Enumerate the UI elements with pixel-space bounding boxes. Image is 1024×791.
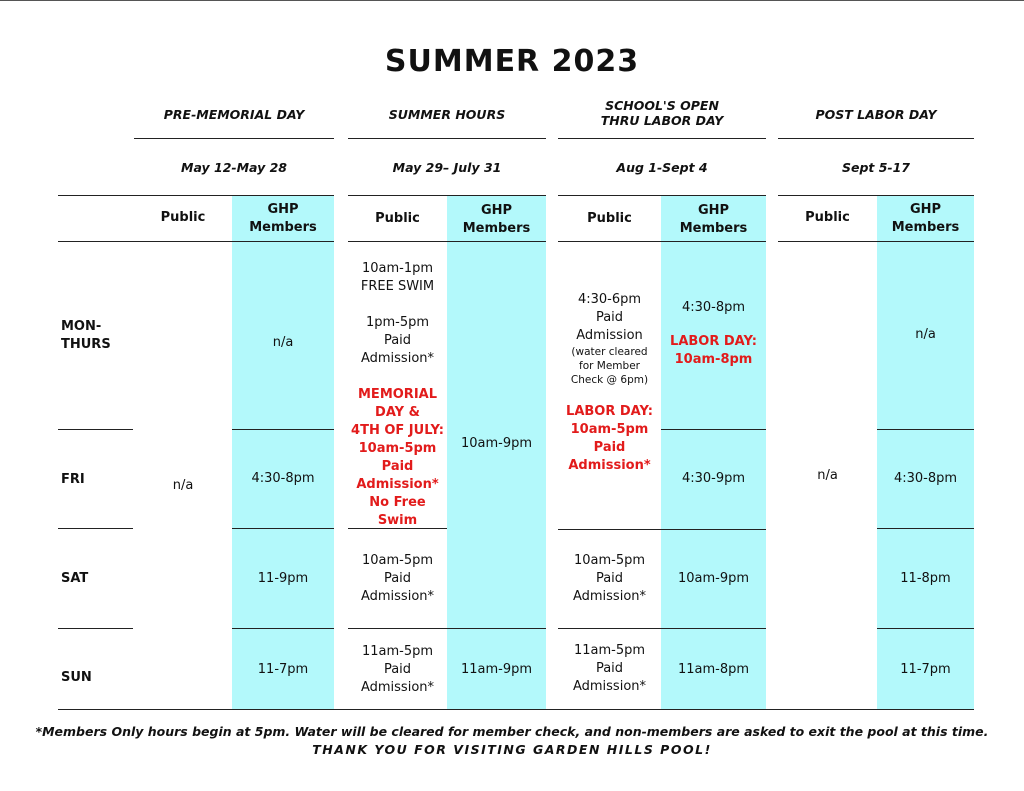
divider [348,241,546,242]
members-column-schools-open [661,196,766,710]
summer-members-mon-sat: 10am-9pm [460,436,533,451]
members-column-summer-hours [447,196,546,710]
cell-line: Paid [595,571,624,586]
cell-line: Paid [381,459,414,474]
post-members-fri: 4:30-8pm [893,471,958,486]
day-label-line2: THURS [61,337,111,352]
members-header-line2: Members [891,220,960,235]
cell-line: LABOR DAY: [670,334,757,349]
cell-line: 11am-5pm [573,643,646,658]
pre-members-fri: 4:30-8pm [251,471,315,486]
row-divider [877,429,974,430]
summer-public-mon-fri [348,260,447,530]
row-divider [58,429,133,430]
labor-day-note [558,403,661,475]
cell-line: Paid [595,310,624,325]
divider [348,138,546,139]
day-label-mon-thurs [61,318,111,354]
row-divider [877,628,974,629]
top-border [0,0,1024,1]
date-range-schools-open: Aug 1-Sept 4 [616,160,708,175]
row-divider [558,529,766,530]
cell-line: No Free Swim [369,495,426,528]
cell-line: Admission* [360,589,435,604]
cell-line: Admission [576,328,643,343]
row-divider [58,528,133,529]
cell-line: Paid [593,440,626,455]
members-header-line2: Members [462,221,531,236]
pre-members-sat: 11-9pm [257,571,309,586]
cell-line: 1pm-5pm [365,315,430,330]
post-public-all-days: n/a [817,468,838,483]
row-divider [232,528,334,529]
cell-line: Paid [595,661,624,676]
row-divider [348,628,546,629]
cell-line: LABOR DAY: [566,404,653,419]
cell-line: DAY & [375,405,420,420]
cell-line: Admission* [572,589,647,604]
school-members-mon-thurs [661,299,766,369]
cell-line: 11am-5pm [361,644,434,659]
cell-line: Paid [383,571,412,586]
divider [778,138,974,139]
column-header-public: Public [587,211,632,226]
section-heading-line2: THRU LABOR DAY [600,113,724,128]
divider [134,138,334,139]
members-header-line1: GHP [697,203,730,218]
post-members-mon-thurs: n/a [915,327,936,342]
school-public-mon-fri [558,291,661,475]
pre-public-all-days: n/a [172,478,194,493]
row-divider [877,528,974,529]
cell-line: 10am-5pm [573,553,646,568]
column-header-members [877,201,974,237]
column-header-members [447,202,546,238]
row-divider [558,628,766,629]
section-heading-post-labor: POST LABOR DAY [815,107,937,122]
cell-line: 10am-5pm [570,422,649,437]
summer-public-sat [348,552,447,606]
cell-line: Admission* [356,477,439,492]
cell-line: 4:30-8pm [681,300,746,315]
cell-line: Admission* [360,351,435,366]
members-header-line1: GHP [480,203,513,218]
cell-line: for Member [579,360,640,372]
column-header-public: Public [160,210,206,225]
divider [558,138,766,139]
memorial-day-note [348,386,447,530]
date-range-summer-hours: May 29– July 31 [392,160,502,175]
cell-line: Admission* [568,458,651,473]
post-members-sat: 11-8pm [900,571,951,586]
cell-line: 10am-1pm [361,261,434,276]
row-divider [661,429,766,430]
column-header-public: Public [375,211,420,226]
members-header-line2: Members [249,220,317,235]
column-header-members [661,202,766,238]
day-label-sun: SUN [61,670,92,685]
day-label-line1: MON- [61,319,102,334]
school-members-fri: 4:30-9pm [681,471,746,486]
section-heading-pre-memorial: PRE-MEMORIAL DAY [163,107,305,122]
pre-members-mon-thurs: n/a [272,335,294,350]
members-header-line1: GHP [909,202,942,217]
school-public-sun [558,642,661,696]
cell-line: Paid [383,662,412,677]
column-header-members [232,201,334,237]
footer-note: *Members Only hours begin at 5pm. Water will be cleared for member check, and non-members are asked to exit the pool at this time. [35,724,989,739]
cell-line: FREE SWIM [360,279,435,294]
cell-line: 4:30-6pm [577,292,642,307]
members-column-post-labor [877,196,974,710]
labor-day-members-note [661,333,766,369]
members-header-line2: Members [679,221,748,236]
school-public-sat [558,552,661,606]
row-divider [232,628,334,629]
day-label-sat: SAT [61,571,89,586]
column-header-public: Public [805,210,850,225]
members-column-pre-memorial [232,196,334,710]
divider [58,241,334,242]
divider [558,241,766,242]
cell-line: (water cleared [571,346,648,358]
date-range-pre-memorial: May 12-May 28 [181,160,287,175]
cell-line: Admission* [360,680,435,695]
cell-line: Admission* [572,679,647,694]
school-members-sat: 10am-9pm [677,571,750,586]
page-title: SUMMER 2023 [384,44,640,79]
row-divider [58,628,133,629]
cell-line: Check @ 6pm) [570,374,649,386]
footer-thanks: THANK YOU FOR VISITING GARDEN HILLS POOL! [312,742,712,757]
summer-members-sun: 11am-9pm [460,662,533,677]
section-heading-summer-hours: SUMMER HOURS [388,107,506,122]
members-header-line1: GHP [267,202,299,217]
school-members-sun: 11am-8pm [677,662,750,677]
section-heading-schools-open [558,98,766,128]
cell-line: 10am-8pm [674,352,753,367]
row-divider [232,429,334,430]
section-heading-line1: SCHOOL'S OPEN [605,98,719,113]
cell-line: Paid [383,333,412,348]
pre-members-sun: 11-7pm [257,662,309,677]
cell-line: MEMORIAL [358,387,437,402]
cell-line: 10am-5pm [361,553,434,568]
table-bottom-border [58,709,974,710]
post-members-sun: 11-7pm [900,662,951,677]
day-label-fri: FRI [61,472,85,487]
cell-line: 10am-5pm [358,441,437,456]
summer-public-sun [348,643,447,697]
date-range-post-labor: Sept 5-17 [841,160,911,175]
cell-line: 4TH OF JULY: [351,423,444,438]
divider [778,241,974,242]
